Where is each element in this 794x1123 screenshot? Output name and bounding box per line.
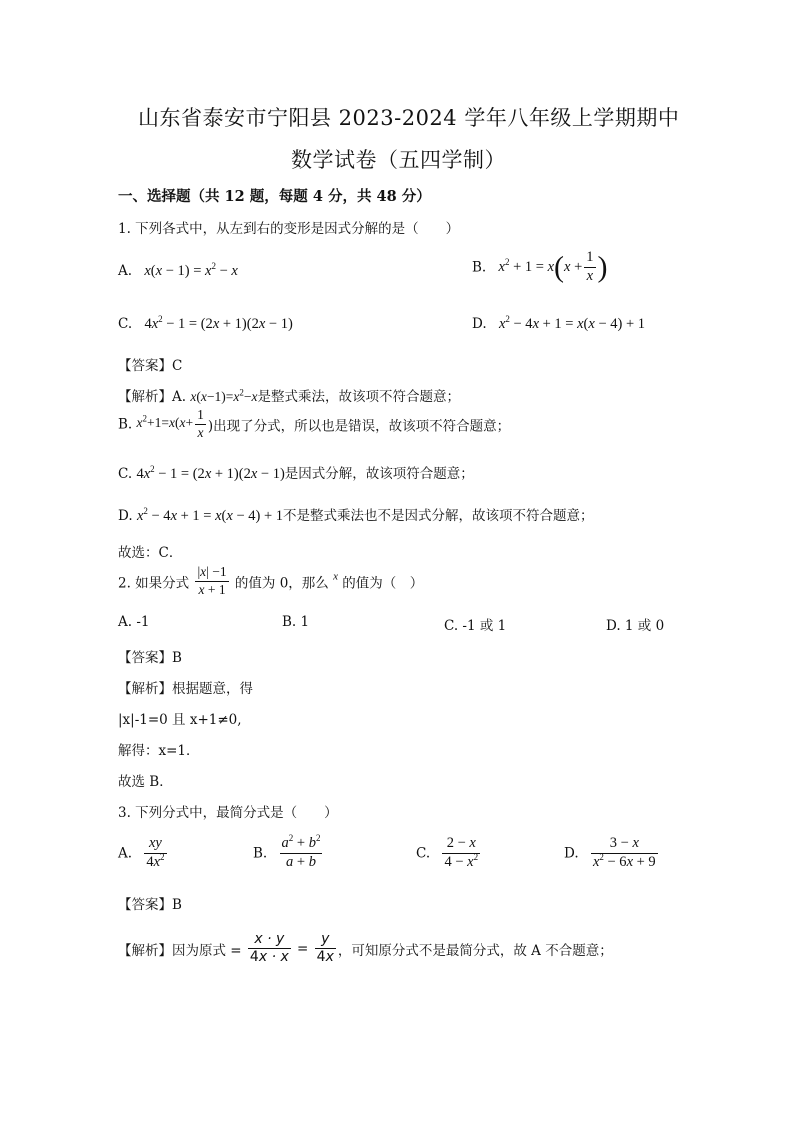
q3-answer: 【答案】B <box>118 897 182 913</box>
q1-option-a <box>118 263 238 280</box>
q1-option-a-formula: $x(x - 1) = x^2 - x$ <box>144 261 238 279</box>
q2-stem-mid: 的值为 0，那么 <box>234 575 329 592</box>
q1-exp-d-head: D. <box>118 508 133 524</box>
q3-explanation <box>118 932 613 966</box>
q3-stem: 3. 下列分式中，最简分式是（ ） <box>118 805 338 821</box>
q1-exp-c-tail: 是因式分解，故该项符合题意； <box>284 466 474 482</box>
q2-conclusion: 故选 B． <box>118 774 173 790</box>
q2-stem <box>118 565 423 598</box>
q1-exp-d-tail: 不是整式乘法也不是因式分解，故该项不符合题意； <box>283 508 594 524</box>
q2-option-a: A. -1 <box>118 614 150 630</box>
q1-option-b-formula: $x^2 + 1 = x(x$ + $\frac{1}{x}$ ) <box>498 249 608 284</box>
q3-option-b-fraction: $\frac{a^2 + b^2}{a + b}$ <box>281 833 321 870</box>
q2-stem-head: 2. 如果分式 <box>118 575 190 592</box>
q1-option-b-label: B. <box>472 259 487 276</box>
q2-fraction: $\frac{|x| -1}{x + 1}$ <box>197 564 227 597</box>
q2-answer: 【答案】B <box>118 650 182 666</box>
q3-option-b <box>253 833 324 871</box>
q1-exp-a-tag: 【解析】A. <box>118 389 187 405</box>
doc-title-line1: 山东省泰安市宁阳县 2023-2024 学年八年级上学期期中 <box>138 106 680 130</box>
q1-exp-c-formula: $4x^2 - 1 = (2x + 1)(2x - 1)$ <box>136 464 285 482</box>
q1-exp-c-head: C. <box>118 466 133 482</box>
q1-option-d-formula: $x^2 - 4x + 1 = x(x - 4) + 1$ <box>498 314 646 332</box>
q1-conclusion: 故选：C． <box>118 545 183 561</box>
q3-option-d-label: D. <box>564 845 579 862</box>
q1-exp-b-head: B. <box>118 416 133 433</box>
q1-explanation-b <box>118 408 510 441</box>
q3-option-c <box>416 836 482 871</box>
q1-option-c-label: C. <box>118 316 133 332</box>
q1-option-a-label: A. <box>118 263 133 279</box>
q1-stem: 1. 下列各式中，从左到右的变形是因式分解的是（ ） <box>118 221 460 237</box>
doc-title-line2: 数学试卷（五四学制） <box>291 148 506 172</box>
q3-exp-fraction-1: $\frac{x \cdot y}{4x \cdot x}$ <box>249 931 289 966</box>
q3-option-a-label: A. <box>118 845 133 862</box>
q1-explanation-d <box>118 504 594 525</box>
q1-option-d <box>472 316 645 333</box>
q2-explanation-1: 【解析】根据题意，得 <box>118 681 253 697</box>
q1-option-b <box>472 250 608 285</box>
q3-exp-tail: ，可知原分式不是最简分式，故 A 不合题意； <box>337 942 613 959</box>
q3-option-b-label: B. <box>253 845 268 862</box>
q1-option-c-formula: $4x^2 - 1 = (2x + 1)(2x - 1)$ <box>144 314 293 332</box>
q2-stem-tail: 的值为（ ） <box>342 575 424 592</box>
q2-option-c: C. -1 或 1 <box>444 618 507 634</box>
q3-option-a <box>118 836 169 871</box>
q3-exp-equals: = <box>297 940 309 957</box>
q1-answer: 【答案】C <box>118 358 183 374</box>
q3-exp-fraction-2: $\frac{y}{4x}$ <box>316 931 334 966</box>
q1-option-d-label: D. <box>472 316 487 332</box>
q3-exp-head: 【解析】因为原式 = <box>118 942 242 959</box>
q2-explanation-2: |x|-1=0 且 x+1≠0, <box>118 712 242 728</box>
section-heading: 一、选择题（共 12 题，每题 4 分，共 48 分） <box>118 188 431 205</box>
q2-option-d: D. 1 或 0 <box>606 618 665 634</box>
q3-option-d-fraction: $\frac{3 - x}{x^2 - 6x + 9}$ <box>592 835 656 870</box>
q2-option-b: B. 1 <box>282 614 310 630</box>
q1-exp-a-tail: 是整式乘法，故该项不符合题意； <box>257 389 460 405</box>
q1-explanation-a <box>118 385 460 405</box>
q1-exp-a-formula: $x(x-1)=x^2-x$ <box>190 387 258 404</box>
q3-option-c-fraction: $\frac{2 - x}{4 - x^2}$ <box>444 835 479 870</box>
q1-option-c <box>118 316 293 333</box>
q1-explanation-c <box>118 462 474 483</box>
q2-variable-x: x <box>333 570 338 583</box>
q3-option-a-fraction: $\frac{xy}{4x^2}$ <box>146 835 165 870</box>
q3-option-d <box>564 836 660 871</box>
q2-explanation-3: 解得：x=1． <box>118 743 200 759</box>
q1-exp-b-tail: )出现了分式，所以也是错误，故该项不符合题意； <box>207 418 511 435</box>
q1-exp-d-formula: $x^2 - 4x + 1 = x(x - 4) + 1$ <box>136 506 284 524</box>
q1-exp-b-formula: $x^2+1=x(x+$ $\frac{1}{x}$ <box>136 407 204 440</box>
q3-option-c-label: C. <box>416 845 431 862</box>
